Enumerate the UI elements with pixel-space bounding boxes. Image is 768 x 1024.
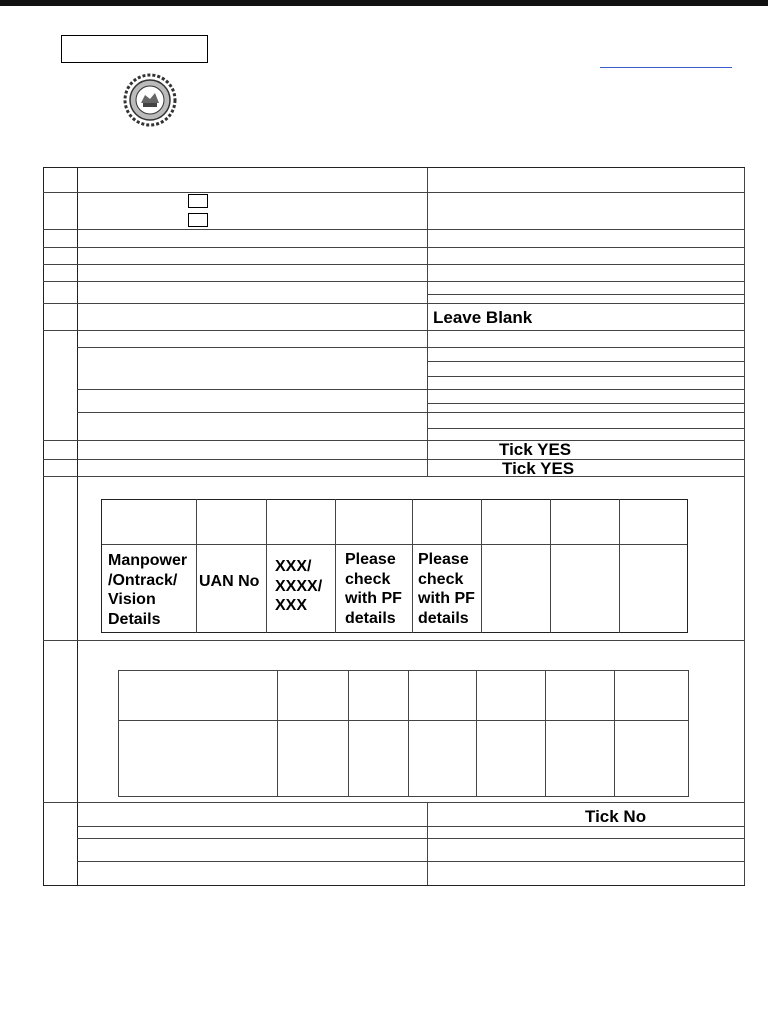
row-line [43,640,745,641]
table1-header-divider [101,544,687,545]
row-line [43,303,745,304]
table2-col [614,670,615,797]
option-checkbox-1[interactable] [188,194,208,208]
value-field-line [427,403,745,404]
table2-top [118,670,689,671]
value-field-line [427,361,745,362]
value-field-line [427,376,745,377]
uan-number-cell: UAN No [199,573,260,590]
date-joining-cell: Please check with PF details [345,551,402,627]
value-field-line [427,294,745,295]
table1-col [335,499,336,633]
table2-header-divider [118,720,689,721]
table2-col [545,670,546,797]
table2-col [118,670,119,797]
top-border [0,0,768,6]
row-line [43,459,745,460]
row-line [43,247,745,248]
table1-col [266,499,267,633]
table1-bottom [101,632,687,633]
form-right-border [744,167,745,885]
form-bottom-border [43,885,745,886]
table1-top [101,499,687,500]
form-left-border [43,167,44,885]
value-field-line [427,428,745,429]
employer-details-cell: Manpower /Ontrack/ Vision Details [108,552,188,628]
form-number-box [61,35,208,63]
table1-col [619,499,620,633]
table2-col [277,670,278,797]
sub-row-line [77,826,745,827]
member-id-cell: XXX/ XXXX/ XXX [275,558,323,614]
table1-col [412,499,413,633]
leave-blank-text: Leave Blank [433,308,533,327]
table1-col [550,499,551,633]
date-exit-cell: Please check with PF details [418,551,475,627]
row-line [43,281,745,282]
table1-col [687,499,688,633]
table2-bottom [118,796,689,797]
tick-no-text: Tick No [585,807,647,826]
table2-col [408,670,409,797]
form-value-column-divider-top [427,167,428,476]
sub-row-line [77,389,745,390]
sub-row-line [77,412,745,413]
tick-yes-text-2: Tick YES [502,459,575,478]
row-line [43,264,745,265]
form-value-column-divider-bottom [427,802,428,885]
table2-col [476,670,477,797]
row-line [43,229,745,230]
epfo-emblem-icon [121,73,179,127]
row-line [43,440,745,441]
row-line [43,167,745,168]
website-link-underline[interactable] [600,67,732,68]
form-number-column-divider [77,167,78,885]
table2-col [348,670,349,797]
sub-row-line [77,861,745,862]
table2-col [688,670,689,797]
tick-yes-text-1: Tick YES [499,440,572,459]
option-checkbox-2[interactable] [188,213,208,227]
row-line [43,476,745,477]
sub-row-line [77,347,745,348]
table1-col [196,499,197,633]
table1-col [101,499,102,633]
row-line [43,192,745,193]
row-line [43,802,745,803]
sub-row-line [77,838,745,839]
row-line [43,330,745,331]
